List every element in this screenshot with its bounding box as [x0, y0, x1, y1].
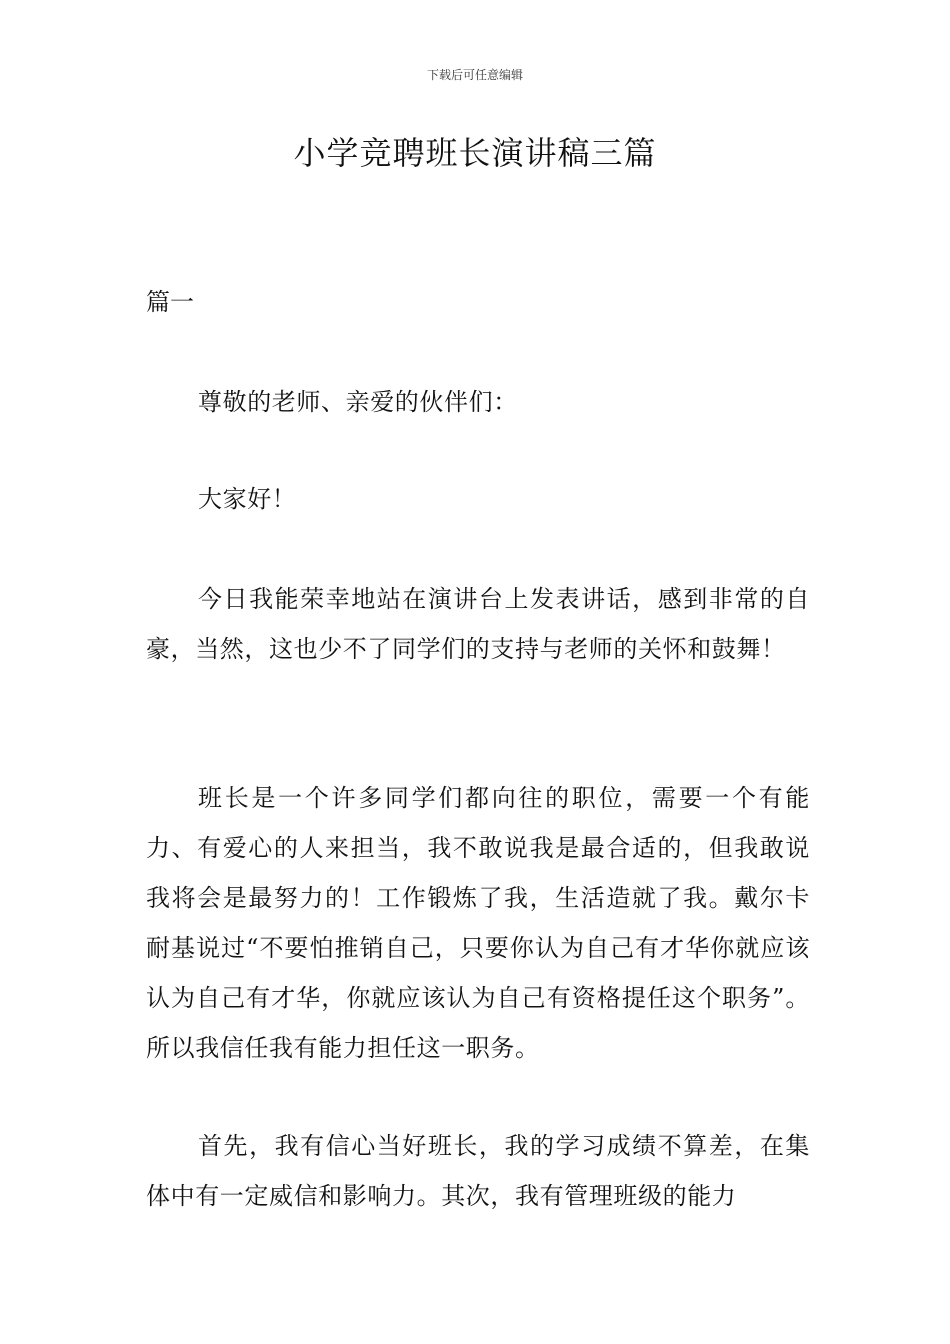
header-note: 下载后可任意编辑	[426, 68, 523, 82]
paragraph-qualifications: 首先，我有信心当好班长，我的学习成绩不算差，在集体中有一定威信和影响力。其次，我有管理班级的能力	[146, 1132, 810, 1210]
paragraph-salutation: 尊敬的老师、亲爱的伙伴们：	[198, 388, 518, 416]
paragraph-opening: 今日我能荣幸地站在演讲台上发表讲话，感到非常的自豪，当然，这也少不了同学们的支持与老师的关怀和鼓舞！	[146, 585, 810, 663]
section-label: 篇一	[146, 288, 194, 316]
paragraph-greeting: 大家好！	[198, 485, 297, 513]
document-title: 小学竞聘班长演讲稿三篇	[293, 134, 657, 172]
paragraph-body: 班长是一个许多同学们都向往的职位，需要一个有能力、有爱心的人来担当，我不敢说我是最合适的，但我敢说我将会是最努力的！工作锻炼了我，生活造就了我。戴尔卡耐基说过“不要怕推销自己，只要你认为自己有才华你就应该认为自己有才华，你就应该认为自己有资格提任这个职务”。所以我信任我有能力担任这一职务。	[146, 784, 810, 1062]
